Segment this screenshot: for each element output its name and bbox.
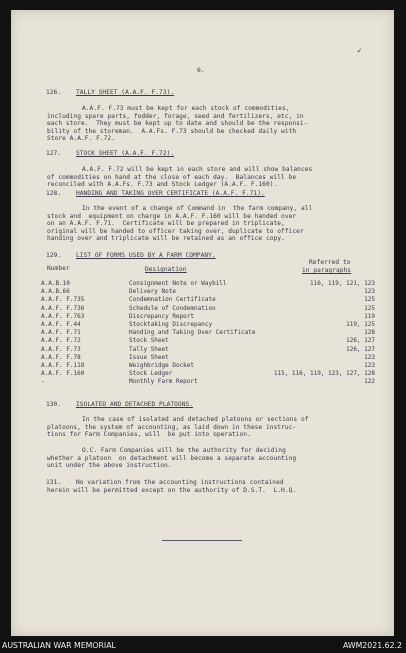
table-cell-ref: 123 xyxy=(364,362,375,369)
table-cell-designation: Consignment Note or Waybill xyxy=(129,280,227,287)
text-line: handing over and triplicate will be retained as an office copy. xyxy=(47,235,285,243)
archive-footer xyxy=(0,638,406,653)
table-cell-number: A.A.F. F.118 xyxy=(41,362,85,369)
column-header-number: Number xyxy=(47,265,70,272)
text-line: reconciled with A.A.Fs. F.73 and Stock Ledger (A.A.F. F.160). xyxy=(47,181,278,189)
table-cell-designation: Stock Sheet xyxy=(129,337,169,345)
text-line: unit under the above instruction. xyxy=(47,462,172,470)
table-cell-designation: Tally Sheet xyxy=(129,345,169,353)
text-line: In the case of isolated and detached platoons or sections of xyxy=(82,416,309,423)
table-cell-designation: Condemnation Certificate xyxy=(129,296,216,304)
document-page xyxy=(11,10,394,636)
table-cell-number: A.A.F. F.78 xyxy=(41,353,81,361)
page-number: 6. xyxy=(197,66,205,74)
table-cell-number: A.A.F. F.763 xyxy=(41,312,85,320)
text-line: O.C. Farm Companies will be the authority for deciding xyxy=(82,447,286,454)
table-cell-designation: Issue Sheet xyxy=(129,353,169,361)
table-cell-ref: 125 xyxy=(364,296,375,304)
table-cell-number: - xyxy=(41,378,45,386)
table-cell-number: A.A.F. F.73 xyxy=(41,345,81,353)
table-cell-ref: 115, 116, 119, 123, 127, 128 xyxy=(273,370,375,378)
table-cell-ref: 123 xyxy=(364,288,375,296)
table-cell-number: A.A.F. F.735 xyxy=(41,296,85,304)
section-number: 127. xyxy=(46,150,62,157)
column-header-ref: Referred to xyxy=(309,259,351,266)
table-cell-designation: Schedule of Condemnation xyxy=(129,304,216,312)
table-cell-number: A.A.F. F.72 xyxy=(41,337,81,345)
section-number: 129. xyxy=(46,252,62,259)
text-line: tions for Farm Companies, will be put into operation. xyxy=(47,431,251,439)
text-line: Store A.A.F. F.72. xyxy=(47,135,115,143)
text-line: A.A.F. F.73 must be kept for each stock of commodities, xyxy=(82,105,290,112)
section-number: 131. xyxy=(46,479,62,486)
table-cell-number: A.A.F. F.736 xyxy=(41,304,85,312)
table-cell-ref: 126, 127 xyxy=(346,345,375,353)
section-heading: LIST OF FORMS USED BY A FARM COMPANY. xyxy=(76,252,216,259)
table-cell-ref: 122 xyxy=(364,378,375,386)
section-heading: ISOLATED AND DETACHED PLATOONS. xyxy=(76,401,194,408)
text-line: whether a platoon on detachment will become a separate accounting xyxy=(47,454,297,462)
table-cell-designation: Delivery Note xyxy=(129,288,176,296)
table-cell-number: A.A.F. F.71 xyxy=(41,329,81,337)
table-cell-designation: Weighbridge Docket xyxy=(129,362,195,369)
table-cell-ref: 116, 119, 121, 123 xyxy=(309,280,375,287)
table-cell-ref: 126, 127 xyxy=(346,337,375,345)
section-heading: HANDING AND TAKING OVER CERTIFICATE (A.A.F. F.71). xyxy=(76,190,265,197)
table-cell-ref: 123 xyxy=(364,353,375,361)
text-line: each store. They must be kept up to date and should be the responsi- xyxy=(47,120,308,128)
text-line: stock and equipment on charge in A.A.F. F.160 will be handed over xyxy=(47,212,297,220)
text-line: bility of the storeman. A.A.Fs. F.73 should be checked daily with xyxy=(47,127,297,135)
column-header-ref: in paragraphs xyxy=(302,267,352,274)
table-cell-designation: Stock Ledger xyxy=(129,370,173,378)
text-line: herein will be permitted except on the authority of D.S.T. L.H.Q. xyxy=(47,486,297,494)
table-cell-designation: Handing and Taking Over Certificate xyxy=(129,329,256,337)
table-cell-number: A.A.B.66 xyxy=(41,288,70,296)
text-line: original will be handed to officer taking over, duplicate to officer xyxy=(47,227,304,235)
column-header-designation: Designation xyxy=(145,266,187,273)
section-number: 126. xyxy=(46,89,62,96)
section-heading: STOCK SHEET (A.A.F. F.72). xyxy=(76,150,175,157)
text-line: In the event of a change of Command in the farm company, all xyxy=(82,205,313,212)
table-cell-number: A.A.F. F.160 xyxy=(41,370,85,378)
table-cell-ref: 128 xyxy=(364,329,375,337)
table-cell-ref: 119 xyxy=(364,312,375,320)
table-cell-number: A.A.B.10 xyxy=(41,280,70,287)
text-line: including spare parts, fodder, forage, seed and fertilizers, etc, in xyxy=(47,112,304,120)
section-number: 130. xyxy=(46,401,62,408)
text-line: platoons, the system of accounting, as laid down in these instruc- xyxy=(47,423,297,431)
footer-institution: AUSTRALIAN WAR MEMORIAL xyxy=(2,641,116,650)
text-line: A.A.F. F.72 will be kept in each store and will show balances xyxy=(82,166,313,173)
table-cell-ref: 125 xyxy=(364,304,375,312)
text-line: on an A.A.F. F.71. Certificate will be prepared in triplicate, xyxy=(47,220,285,228)
ink-mark: ✓ xyxy=(357,46,362,55)
text-line: No variation from the accounting instructions contained xyxy=(76,479,284,486)
section-heading: TALLY SHEET (A.A.F. F.73). xyxy=(76,89,175,96)
table-cell-designation: Stocktaking Discrepancy xyxy=(129,321,213,328)
section-number: 128. xyxy=(46,190,62,197)
table-cell-number: A.A.F. F.44 xyxy=(41,321,81,328)
table-cell-designation: Discrepancy Report xyxy=(129,312,195,320)
table-cell-ref: 119, 125 xyxy=(346,321,375,328)
table-cell-designation: Monthly Farm Report xyxy=(129,378,198,386)
text-line: of commodities on hand at the close of each day. Balances will be xyxy=(47,173,297,181)
footer-accession: AWM2021.62.2 xyxy=(342,641,402,650)
end-rule xyxy=(162,540,242,541)
